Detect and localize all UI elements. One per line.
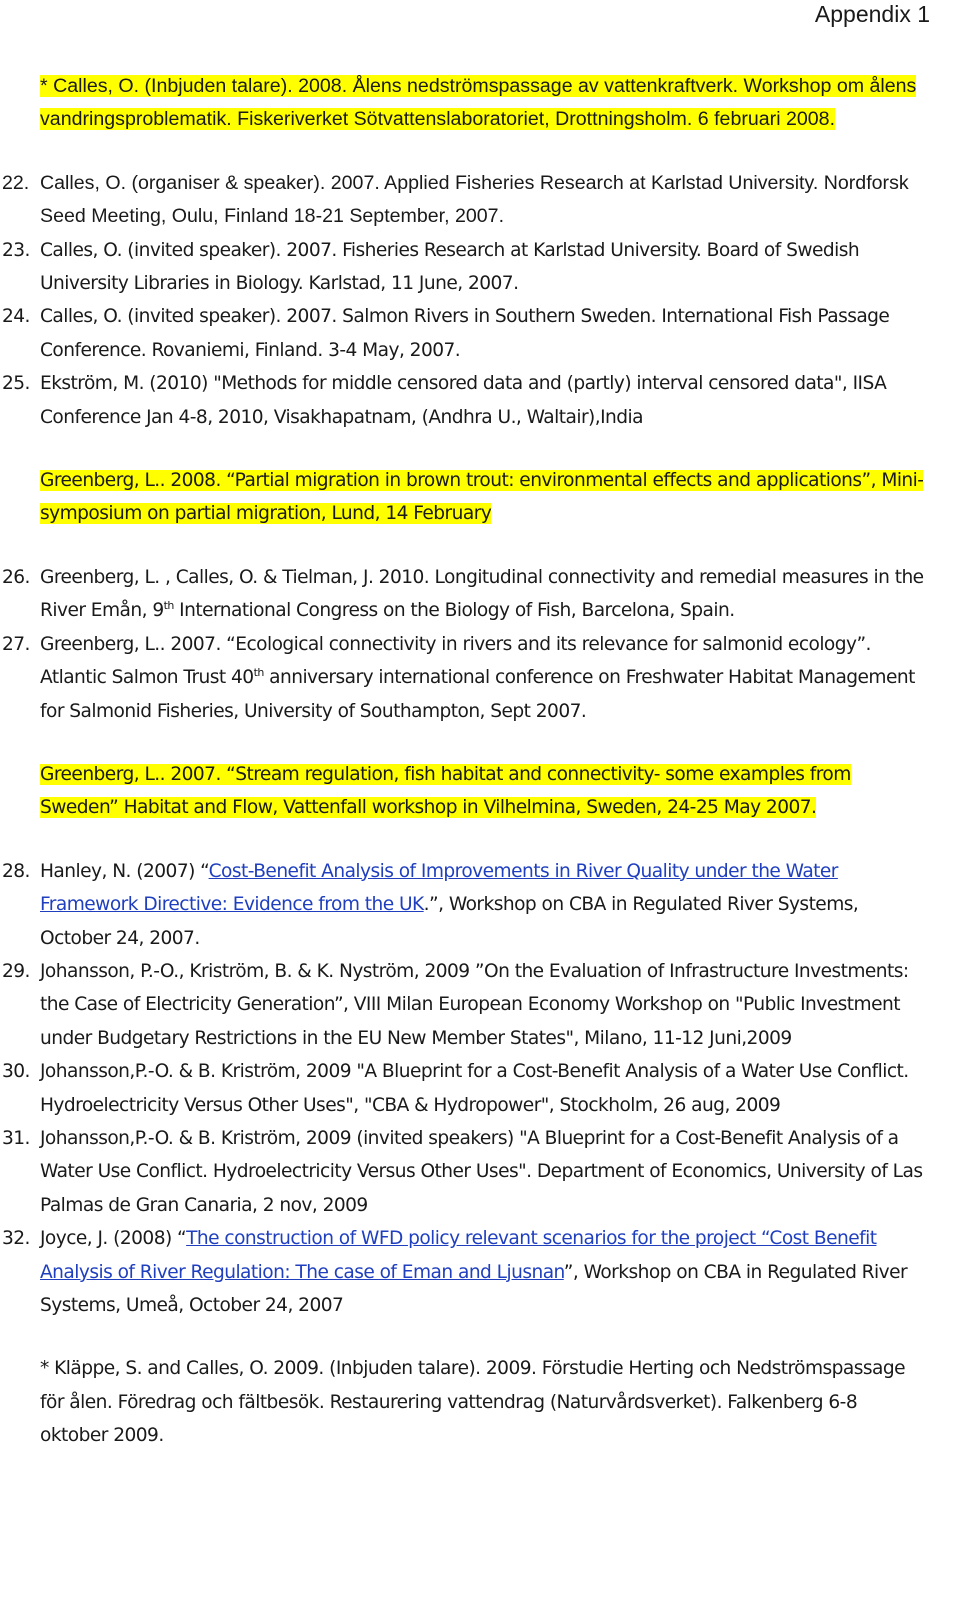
entry-number: 24. — [2, 306, 30, 328]
reference-list — [0, 70, 960, 1453]
reference-entry-26 — [0, 561, 930, 628]
reference-entry-25 — [0, 367, 930, 434]
reference-entry-31 — [0, 1122, 930, 1222]
reference-entry-23 — [0, 234, 930, 301]
paper-link[interactable]: Cost-Benefit Analysis of Improvements in River Quality under the Water Framework Directive: Evidence from the UK — [40, 860, 838, 916]
entry-number: 28. — [2, 860, 30, 882]
entry-text: Johansson, P.-O., Kriström, B. & K. Nyström, 2009 ”On the Evaluation of Infrastructure Investments: the Case of Electricity Generation”, VIII Milan European Economy Workshop on "Public Investment under Budgetary Restrictions in the EU New Member States", Milano, 11-12 Juni,2009 — [40, 960, 909, 1049]
reference-entry-greenberg-2008 — [0, 464, 930, 531]
entry-text: Calles, O. (invited speaker). 2007. Salmon Rivers in Southern Sweden. International Fish Passage Conference. Rovaniemi, Finland. 3-4 May, 2007. — [40, 306, 890, 361]
reference-entry-greenberg-2007 — [0, 758, 930, 825]
reference-entry-calles-2008 — [0, 70, 930, 137]
paper-link[interactable]: The construction of WFD policy relevant scenarios for the project “Cost Benefit Analysis of River Regulation: The case of Eman and Ljusnan — [40, 1228, 877, 1283]
entry-number: 26. — [2, 566, 30, 588]
reference-entry-27 — [0, 628, 930, 728]
highlighted-text: * Calles, O. (Inbjuden talare). 2008. Ålens nedströmspassage av vattenkraftverk. Workshop om ålens vandringsproblematik. Fiskeriverket Sötvattenslaboratoriet, Drottningsholm. 6 februari 2008. — [40, 75, 917, 131]
entry-text-continued: anniversary international conference on Freshwater Habitat Management for Salmonid Fisheries, University of Southampton, Sept 2007. — [40, 667, 915, 722]
page-header: Appendix 1 — [814, 1, 930, 27]
entry-number: 27. — [2, 633, 30, 655]
highlighted-text: Greenberg, L.. 2008. “Partial migration in brown trout: environmental effects and applications”, Mini-symposium on partial migration, Lund, 14 February — [40, 470, 924, 525]
entry-text: Ekström, M. (2010) "Methods for middle censored data and (partly) interval censored data", IISA Conference Jan 4-8, 2010, Visakhapatnam, (Andhra U., Waltair),India — [40, 373, 887, 428]
entry-number: 31. — [2, 1127, 30, 1149]
entry-number: 30. — [2, 1061, 30, 1083]
reference-entry-29 — [0, 955, 930, 1055]
superscript: th — [163, 599, 174, 613]
entry-text: Calles, O. (organiser & speaker). 2007. Applied Fisheries Research at Karlstad University. Nordforsk Seed Meeting, Oulu, Finland 18-21 September, 2007. — [40, 171, 909, 228]
superscript: th — [253, 665, 264, 679]
entry-text: Joyce, J. (2008) “ — [40, 1228, 187, 1250]
reference-entry-28 — [0, 855, 930, 955]
reference-entry-24 — [0, 300, 930, 367]
entry-text: Johansson,P.-O. & B. Kriström, 2009 "A Blueprint for a Cost-Benefit Analysis of a Water Use Conflict. Hydroelectricity Versus Other Uses", "CBA & Hydropower", Stockholm, 26 aug, 2009 — [40, 1061, 909, 1116]
entry-text: * Kläppe, S. and Calles, O. 2009. (Inbjuden talare). 2009. Förstudie Herting och Nedströmspassage för ålen. Föredrag och fältbesök. Restaurering vattendrag (Naturvårdsverket). Falkenberg 6-8 oktober 2009. — [40, 1358, 906, 1447]
entry-number: 22. — [2, 171, 30, 194]
reference-entry-22 — [0, 167, 930, 234]
reference-entry-30 — [0, 1055, 930, 1122]
entry-number: 23. — [2, 239, 30, 261]
entry-number: 29. — [2, 960, 30, 982]
entry-number: 32. — [2, 1228, 30, 1250]
entry-text-continued: .”, Workshop on CBA in Regulated River Systems, October 24, 2007. — [40, 894, 859, 949]
entry-text-continued: ”, Workshop on CBA in Regulated River Systems, Umeå, October 24, 2007 — [40, 1261, 908, 1316]
entry-number: 25. — [2, 373, 30, 395]
entry-text: Johansson,P.-O. & B. Kriström, 2009 (invited speakers) "A Blueprint for a Cost-Benefit Analysis of a Water Use Conflict. Hydroelectricity Versus Other Uses". Department of Economics, University of Las Palmas de Gran Canaria, 2 nov, 2009 — [40, 1127, 923, 1216]
entry-text: Greenberg, L.. 2007. “Ecological connectivity in rivers and its relevance for salmonid ecology”. Atlantic Salmon Trust 40 — [40, 633, 871, 689]
entry-text: Hanley, N. (2007) “ — [40, 860, 209, 882]
reference-entry-klappe-2009 — [0, 1352, 930, 1452]
entry-text: Calles, O. (invited speaker). 2007. Fisheries Research at Karlstad University. Board of Swedish University Libraries in Biology. Karlstad, 11 June, 2007. — [40, 239, 860, 295]
entry-text-continued: International Congress on the Biology of Fish, Barcelona, Spain. — [173, 600, 735, 622]
highlighted-text: Greenberg, L.. 2007. “Stream regulation, fish habitat and connectivity- some examples from Sweden” Habitat and Flow, Vattenfall workshop in Vilhelmina, Sweden, 24-25 May 2007. — [40, 763, 851, 819]
entry-text: Greenberg, L. , Calles, O. & Tielman, J. 2010. Longitudinal connectivity and remedial measures in the River Emån, 9 — [40, 566, 924, 622]
reference-entry-32 — [0, 1222, 930, 1322]
